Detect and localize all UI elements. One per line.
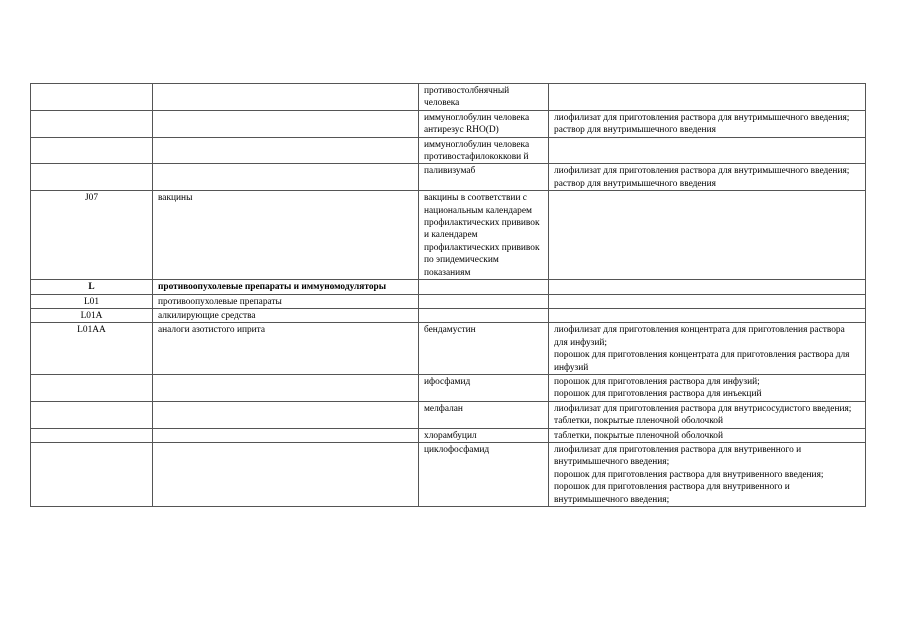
dosage-form-line: лиофилизат для приготовления раствора для внутрисосудистого введения;: [554, 403, 852, 414]
anatomical-group-cell: [153, 401, 419, 428]
table-row: [31, 280, 866, 294]
dosage-form-line: порошок для приготовления раствора для внутривенного и внутримышечного введения;: [554, 482, 790, 505]
table-body: [31, 84, 866, 507]
dosage-form-line: таблетки, покрытые пленочной оболочкой: [554, 416, 723, 427]
dosage-forms-cell: [549, 280, 866, 294]
drug-table: [30, 83, 866, 507]
dosage-form-line: порошок для приготовления раствора для инъекций: [554, 389, 762, 400]
atc-code-cell: [31, 110, 153, 137]
atc-code-cell: L01AA: [31, 323, 153, 375]
table-row: [31, 308, 866, 322]
table-row: [31, 110, 866, 137]
anatomical-group-cell: [153, 137, 419, 164]
drug-name-cell: иммуноглобулин человека противостафилококкови й: [419, 137, 549, 164]
atc-code-cell: [31, 374, 153, 401]
table-row: [31, 428, 866, 442]
atc-code-cell: L01A: [31, 308, 153, 322]
dosage-form-line: раствор для внутримышечного введения: [554, 125, 716, 136]
anatomical-group-cell: [153, 110, 419, 137]
dosage-form-line: лиофилизат для приготовления раствора для внутримышечного введения;: [554, 112, 850, 123]
anatomical-group-cell: [153, 442, 419, 506]
dosage-forms-cell: [549, 191, 866, 280]
anatomical-group-cell: [153, 164, 419, 191]
anatomical-group-cell: вакцины: [153, 191, 419, 280]
atc-code-cell: [31, 442, 153, 506]
atc-code-cell: [31, 164, 153, 191]
anatomical-group-cell: [153, 428, 419, 442]
drug-name-cell: [419, 308, 549, 322]
drug-name-cell: ифосфамид: [419, 374, 549, 401]
atc-code-cell: L01: [31, 294, 153, 308]
table-row: [31, 191, 866, 280]
dosage-form-line: порошок для приготовления раствора для внутривенного введения;: [554, 469, 824, 480]
atc-code-cell: [31, 84, 153, 111]
anatomical-group-cell: аналоги азотистого иприта: [153, 323, 419, 375]
table-row: [31, 374, 866, 401]
dosage-forms-cell: [549, 84, 866, 111]
dosage-form-line: таблетки, покрытые пленочной оболочкой: [554, 430, 723, 441]
drug-name-cell: [419, 294, 549, 308]
drug-name-cell: хлорамбуцил: [419, 428, 549, 442]
table-row: [31, 137, 866, 164]
dosage-form-line: раствор для внутримышечного введения: [554, 178, 716, 189]
drug-name-cell: циклофосфамид: [419, 442, 549, 506]
table-row: [31, 401, 866, 428]
dosage-forms-cell: [549, 442, 866, 506]
drug-name-cell: вакцины в соответствии с национальным календарем профилактических прививок и календарем профилактических прививок по эпидемическим показаниям: [419, 191, 549, 280]
dosage-form-line: порошок для приготовления концентрата для приготовления раствора для инфузий: [554, 350, 850, 373]
drug-name-cell: иммуноглобулин человека антирезус RHO(D): [419, 110, 549, 137]
dosage-forms-cell: [549, 374, 866, 401]
dosage-forms-cell: [549, 294, 866, 308]
anatomical-group-cell: [153, 374, 419, 401]
anatomical-group-cell: алкилирующие средства: [153, 308, 419, 322]
anatomical-group-cell: [153, 84, 419, 111]
dosage-form-line: лиофилизат для приготовления раствора для внутривенного и внутримышечного введения;: [554, 444, 802, 468]
drug-name-cell: мелфалан: [419, 401, 549, 428]
table-row: [31, 164, 866, 191]
atc-code-cell: L: [31, 280, 153, 294]
dosage-forms-cell: [549, 137, 866, 164]
dosage-form-line: лиофилизат для приготовления концентрата для приготовления раствора для инфузий;: [554, 325, 845, 348]
table-row: [31, 84, 866, 111]
atc-code-cell: [31, 137, 153, 164]
dosage-forms-cell: [549, 401, 866, 428]
table-row: [31, 323, 866, 375]
dosage-forms-cell: [549, 428, 866, 442]
dosage-forms-cell: [549, 164, 866, 191]
table-row: [31, 442, 866, 506]
dosage-form-line: лиофилизат для приготовления раствора для внутримышечного введения;: [554, 166, 850, 177]
drug-name-cell: бендамустин: [419, 323, 549, 375]
dosage-forms-cell: [549, 110, 866, 137]
atc-code-cell: [31, 428, 153, 442]
drug-name-cell: противостолбнячный человека: [419, 84, 549, 111]
drug-name-cell: [419, 280, 549, 294]
dosage-forms-cell: [549, 323, 866, 375]
dosage-form-line: порошок для приготовления раствора для инфузий;: [554, 376, 760, 387]
anatomical-group-cell: противоопухолевые препараты: [153, 294, 419, 308]
atc-code-cell: J07: [31, 191, 153, 280]
dosage-forms-cell: [549, 308, 866, 322]
anatomical-group-cell: противоопухолевые препараты и иммуномодуляторы: [153, 280, 419, 294]
atc-code-cell: [31, 401, 153, 428]
table-row: [31, 294, 866, 308]
drug-name-cell: паливизумаб: [419, 164, 549, 191]
